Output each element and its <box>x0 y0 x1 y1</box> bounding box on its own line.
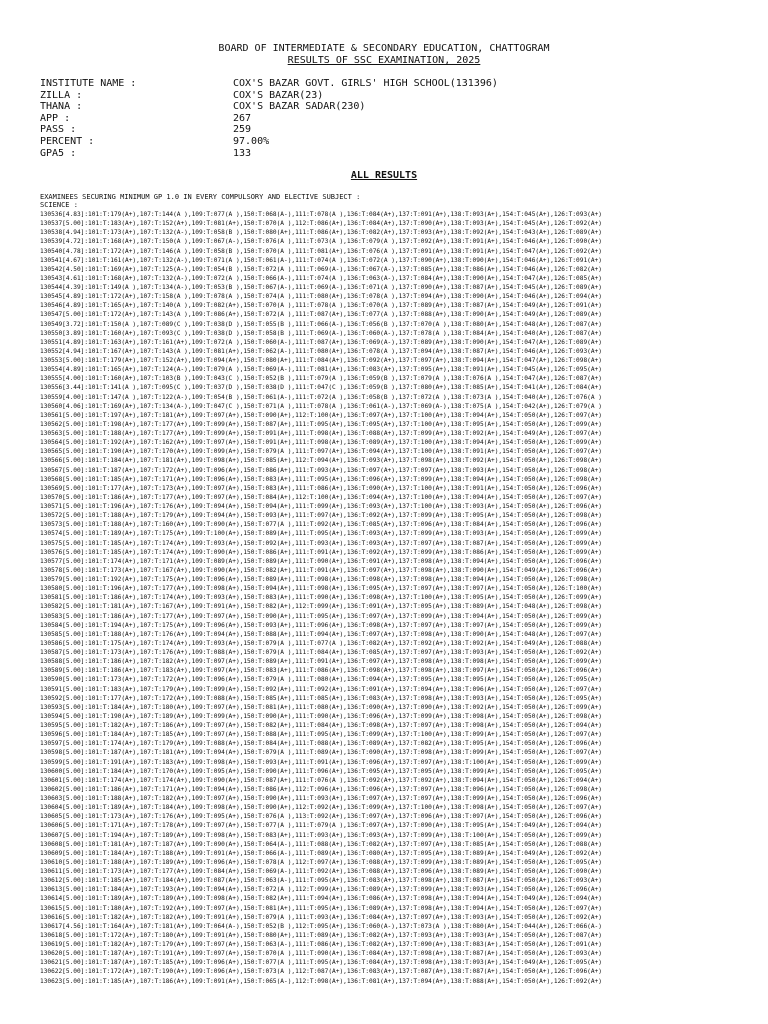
result-record: 130562[5.00]:101:T:198(A+),107:T:177(A+),109:T:099(A+),150:T:087(A+),111:T:095(A+),136:T:095(A+),137:T:100(A+),138:T:095(A+),154:T:050(A+),126:T:099(A+) <box>40 420 602 428</box>
info-label: APP : <box>40 112 71 124</box>
result-record: 130578[5.00]:101:T:173(A+),107:T:167(A+),109:T:090(A+),150:T:082(A+),111:T:091(A+),136:T:097(A+),137:T:098(A+),138:T:090(A+),154:T:049(A+),126:T:096(A+) <box>40 566 602 574</box>
result-record: 130584[5.00]:101:T:194(A+),107:T:175(A+),109:T:096(A+),150:T:093(A+),111:T:096(A+),136:T:098(A+),137:T:097(A+),138:T:097(A+),154:T:050(A+),126:T:099(A+) <box>40 621 602 629</box>
result-record: 130577[5.00]:101:T:174(A+),107:T:171(A+),109:T:089(A+),150:T:089(A+),111:T:090(A+),136:T:091(A+),137:T:098(A+),138:T:094(A+),154:T:050(A+),126:T:096(A+) <box>40 557 602 565</box>
criteria-note: EXAMINEES SECURING MINIMUM GP 1.0 IN EVERY COMPULSORY AND ELECTIVE SUBJECT : <box>40 193 361 201</box>
result-record: 130607[5.00]:101:T:194(A+),107:T:189(A+),109:T:098(A+),150:T:083(A+),111:T:093(A+),136:T:093(A+),137:T:099(A+),138:T:100(A+),154:T:050(A+),126:T:099(A+) <box>40 831 602 839</box>
result-record: 130608[5.00]:101:T:181(A+),107:T:187(A+),109:T:090(A+),150:T:064(A-),111:T:088(A+),136:T:082(A+),137:T:097(A+),138:T:085(A+),154:T:050(A+),126:T:088(A+) <box>40 840 602 848</box>
result-record: 130599[5.00]:101:T:191(A+),107:T:183(A+),109:T:098(A+),150:T:093(A+),111:T:091(A+),136:T:096(A+),137:T:097(A+),138:T:100(A+),154:T:050(A+),126:T:099(A+) <box>40 758 602 766</box>
result-record: 130604[5.00]:101:T:189(A+),107:T:184(A+),109:T:098(A+),150:T:090(A+),112:T:092(A+),136:T:099(A+),137:T:100(A+),138:T:098(A+),154:T:050(A+),126:T:097(A+) <box>40 804 602 812</box>
result-record: 130579[5.00]:101:T:192(A+),107:T:175(A+),109:T:096(A+),150:T:089(A+),111:T:098(A+),136:T:098(A+),137:T:098(A+),138:T:094(A+),154:T:050(A+),126:T:098(A+) <box>40 576 602 583</box>
result-record: 130596[5.00]:101:T:184(A+),107:T:185(A+),109:T:097(A+),150:T:088(A+),111:T:095(A+),136:T:099(A+),137:T:100(A+),138:T:099(A+),154:T:050(A+),126:T:097(A+) <box>40 731 602 739</box>
info-row <box>40 78 498 90</box>
result-record: 130552[4.94]:101:T:167(A+),107:T:143(A ),109:T:081(A+),150:T:062(A-),111:T:080(A+),136:T:078(A ),137:T:094(A+),138:T:087(A+),154:T:046(A+),126:T:093(A+) <box>40 347 602 355</box>
info-row <box>40 124 498 136</box>
result-record: 130601[5.00]:101:T:174(A+),107:T:174(A+),109:T:090(A+),150:T:087(A+),111:T:076(A ),136:T:092(A+),137:T:092(A+),138:T:094(A+),154:T:050(A+),126:T:094(A+) <box>40 776 602 784</box>
result-record: 130595[5.00]:101:T:182(A+),107:T:186(A+),109:T:097(A+),150:T:082(A+),111:T:084(A+),136:T:098(A+),137:T:097(A+),138:T:098(A+),154:T:050(A+),126:T:094(A+) <box>40 722 602 729</box>
result-record: 130614[5.00]:101:T:189(A+),107:T:189(A+),109:T:098(A+),150:T:082(A+),111:T:094(A+),136:T:086(A+),137:T:098(A+),138:T:094(A+),154:T:049(A+),126:T:094(A+) <box>40 895 602 903</box>
result-record: 130539[4.72]:101:T:168(A+),107:T:150(A ),109:T:067(A-),150:T:076(A ),111:T:073(A ),136:T:079(A ),137:T:092(A+),138:T:091(A+),154:T:046(A+),126:T:090(A+) <box>40 238 602 246</box>
info-row <box>40 101 498 113</box>
result-record: 130586[5.00]:101:T:175(A+),107:T:174(A+),109:T:093(A+),150:T:079(A ),111:T:077(A ),136:T:082(A+),137:T:092(A+),138:T:092(A+),154:T:049(A+),126:T:088(A+) <box>40 639 602 647</box>
result-record: 130603[5.00]:101:T:188(A+),107:T:182(A+),109:T:097(A+),150:T:090(A+),111:T:093(A+),136:T:097(A+),137:T:097(A+),138:T:099(A+),154:T:050(A+),126:T:096(A+) <box>40 795 602 802</box>
result-record: 130610[5.00]:101:T:188(A+),107:T:189(A+),109:T:096(A+),150:T:078(A ),112:T:097(A+),136:T:088(A+),137:T:099(A+),138:T:089(A+),154:T:050(A+),126:T:095(A+) <box>40 858 602 866</box>
info-label: PERCENT : <box>40 135 95 147</box>
result-record: 130598[5.00]:101:T:187(A+),107:T:181(A+),109:T:094(A+),150:T:079(A ),111:T:089(A+),136:T:090(A+),137:T:098(A+),138:T:099(A+),154:T:050(A+),126:T:097(A+) <box>40 749 602 757</box>
result-record: 130612[5.00]:101:T:185(A+),107:T:184(A+),109:T:087(A+),150:T:063(A-),111:T:095(A+),136:T:083(A+),137:T:098(A+),138:T:087(A+),154:T:050(A+),126:T:093(A+) <box>40 877 602 885</box>
result-record: 130573[5.00]:101:T:188(A+),107:T:160(A+),109:T:090(A+),150:T:077(A ),111:T:092(A+),136:T:085(A+),137:T:096(A+),138:T:084(A+),154:T:050(A+),126:T:096(A+) <box>40 521 602 529</box>
result-record: 130567[5.00]:101:T:187(A+),107:T:172(A+),109:T:096(A+),150:T:086(A+),111:T:093(A+),136:T:097(A+),137:T:097(A+),138:T:093(A+),154:T:050(A+),126:T:098(A+) <box>40 466 602 474</box>
result-record: 130564[5.00]:101:T:192(A+),107:T:162(A+),109:T:097(A+),150:T:091(A+),111:T:098(A+),136:T:089(A+),137:T:100(A+),138:T:094(A+),154:T:050(A+),126:T:099(A+) <box>40 439 602 447</box>
info-label: THANA : <box>40 101 83 113</box>
result-record: 130582[5.00]:101:T:181(A+),107:T:167(A+),109:T:091(A+),150:T:082(A+),112:T:099(A+),136:T:091(A+),137:T:095(A+),138:T:089(A+),154:T:048(A+),126:T:098(A+) <box>40 603 602 611</box>
result-record: 130556[3.44]:101:T:141(A ),107:T:095(C ),109:T:037(D ),150:T:038(D ),111:T:047(C ),136:T:059(B ),137:T:080(A+),138:T:085(A+),154:T:041(A+),126:T:084(A+) <box>40 384 602 392</box>
result-record: 130589[5.00]:101:T:186(A+),107:T:183(A+),109:T:097(A+),150:T:083(A+),111:T:086(A+),136:T:098(A+),137:T:098(A+),138:T:097(A+),154:T:050(A+),126:T:096(A+) <box>40 667 602 675</box>
result-record: 130566[5.00]:101:T:184(A+),107:T:181(A+),109:T:098(A+),150:T:085(A+),112:T:094(A+),136:T:093(A+),137:T:098(A+),138:T:092(A+),154:T:050(A+),126:T:098(A+) <box>40 457 602 465</box>
info-value: COX'S BAZAR SADAR(230) <box>233 101 366 113</box>
info-value: 133 <box>233 147 252 159</box>
result-record: 130605[5.00]:101:T:173(A+),107:T:176(A+),109:T:095(A+),150:T:076(A ),113:T:092(A+),136:T:097(A+),137:T:096(A+),138:T:097(A+),154:T:050(A+),126:T:096(A+) <box>40 813 602 821</box>
result-record: 130571[5.00]:101:T:196(A+),107:T:176(A+),109:T:094(A+),150:T:094(A+),111:T:099(A+),136:T:093(A+),137:T:100(A+),138:T:093(A+),154:T:050(A+),126:T:096(A+) <box>40 503 602 510</box>
result-record: 130551[4.89]:101:T:163(A+),107:T:161(A+),109:T:072(A ),150:T:060(A-),111:T:087(A+),136:T:069(A-),137:T:089(A+),138:T:090(A+),154:T:047(A+),126:T:089(A+) <box>40 338 602 346</box>
result-record: 130591[5.00]:101:T:183(A+),107:T:179(A+),109:T:099(A+),150:T:092(A+),111:T:092(A+),136:T:091(A+),137:T:094(A+),138:T:096(A+),154:T:050(A+),126:T:097(A+) <box>40 685 602 693</box>
result-record: 130597[5.00]:101:T:174(A+),107:T:179(A+),109:T:088(A+),150:T:084(A+),111:T:088(A+),136:T:089(A+),137:T:082(A+),138:T:095(A+),154:T:050(A+),126:T:096(A+) <box>40 740 602 748</box>
result-record: 130592[5.00]:101:T:177(A+),107:T:172(A+),109:T:088(A+),150:T:085(A+),111:T:085(A+),136:T:083(A+),137:T:098(A+),138:T:093(A+),154:T:050(A+),126:T:095(A+) <box>40 694 602 702</box>
result-record: 130550[3.89]:101:T:160(A+),107:T:093(C ),109:T:038(D ),150:T:058(B ),111:T:069(A-),136:T:060(A-),137:T:078(A ),138:T:084(A+),154:T:040(A+),126:T:087(A+) <box>40 329 602 337</box>
result-record: 130547[5.00]:101:T:172(A+),107:T:143(A ),109:T:086(A+),150:T:072(A ),111:T:087(A+),136:T:077(A ),137:T:088(A+),138:T:090(A+),154:T:049(A+),126:T:089(A+) <box>40 311 602 319</box>
exam-title: RESULTS OF SSC EXAMINATION, 2025 <box>287 55 481 66</box>
result-record: 130574[5.00]:101:T:189(A+),107:T:175(A+),109:T:100(A+),150:T:089(A+),111:T:095(A+),136:T:093(A+),137:T:099(A+),138:T:093(A+),154:T:050(A+),126:T:099(A+) <box>40 530 602 538</box>
result-record: 130544[4.39]:101:T:149(A ),107:T:134(A-),109:T:053(B ),150:T:067(A-),111:T:069(A-),136:T:071(A ),137:T:090(A+),138:T:087(A+),154:T:045(A+),126:T:089(A+) <box>40 284 602 291</box>
result-record: 130553[5.00]:101:T:179(A+),107:T:152(A+),109:T:094(A+),150:T:080(A+),111:T:084(A+),136:T:092(A+),137:T:097(A+),138:T:094(A+),154:T:047(A+),126:T:098(A+) <box>40 357 602 364</box>
info-label: INSTITUTE NAME : <box>40 78 137 89</box>
result-record: 130621[5.00]:101:T:187(A+),107:T:185(A+),109:T:096(A+),150:T:077(A ),111:T:095(A+),136:T:084(A+),137:T:098(A+),138:T:093(A+),154:T:049(A+),126:T:095(A+) <box>40 959 602 967</box>
info-row <box>40 136 498 148</box>
result-record: 130561[5.00]:101:T:197(A+),107:T:181(A+),109:T:097(A+),150:T:090(A+),112:T:100(A+),136:T:097(A+),137:T:100(A+),138:T:094(A+),154:T:050(A+),126:T:097(A+) <box>40 411 602 419</box>
info-label: GPA5 : <box>40 147 77 159</box>
result-record: 130619[5.00]:101:T:182(A+),107:T:179(A+),109:T:097(A+),150:T:063(A-),111:T:086(A+),136:T:082(A+),137:T:090(A+),138:T:083(A+),154:T:050(A+),126:T:091(A+) <box>40 941 602 948</box>
results-list <box>40 210 760 986</box>
info-row <box>40 113 498 125</box>
result-record: 130617[4.56]:101:T:164(A+),107:T:181(A+),109:T:064(A-),150:T:052(B ),112:T:095(A+),136:T:060(A-),137:T:073(A ),138:T:080(A+),154:T:044(A+),126:T:066(A-) <box>40 922 602 930</box>
info-value: 267 <box>233 112 252 124</box>
result-record: 130613[5.00]:101:T:184(A+),107:T:193(A+),109:T:094(A+),150:T:072(A ),112:T:099(A+),136:T:089(A+),137:T:099(A+),138:T:093(A+),154:T:050(A+),126:T:096(A+) <box>40 886 602 894</box>
info-row <box>40 90 498 102</box>
result-record: 130590[5.00]:101:T:173(A+),107:T:172(A+),109:T:096(A+),150:T:079(A ),111:T:080(A+),136:T:094(A+),137:T:095(A+),138:T:095(A+),154:T:050(A+),126:T:095(A+) <box>40 676 602 684</box>
result-record: 130593[5.00]:101:T:184(A+),107:T:180(A+),109:T:097(A+),150:T:081(A+),111:T:080(A+),136:T:090(A+),137:T:090(A+),138:T:092(A+),154:T:050(A+),126:T:099(A+) <box>40 703 602 711</box>
result-record: 130543[4.61]:101:T:168(A+),107:T:132(A-),109:T:072(A ),150:T:066(A-),111:T:074(A ),136:T:063(A-),137:T:084(A+),138:T:090(A+),154:T:047(A+),126:T:085(A+) <box>40 274 602 282</box>
info-value: COX'S BAZAR GOVT. GIRLS' HIGH SCHOOL(131396) <box>233 78 498 89</box>
result-record: 130581[5.00]:101:T:186(A+),107:T:174(A+),109:T:093(A+),150:T:083(A+),111:T:090(A+),136:T:098(A+),137:T:100(A+),138:T:095(A+),154:T:050(A+),126:T:099(A+) <box>40 594 602 602</box>
result-record: 130560[4.06]:101:T:169(A+),107:T:134(A-),109:T:047(C ),150:T:071(A ),111:T:078(A ),136:T:061(A-),137:T:069(A-),138:T:075(A ),154:T:042(A+),126:T:079(A ) <box>40 402 602 410</box>
group-label: SCIENCE : <box>40 201 78 209</box>
result-record: 130542[4.50]:101:T:169(A+),107:T:125(A-),109:T:054(B ),150:T:072(A ),111:T:069(A-),136:T:067(A-),137:T:085(A+),138:T:086(A+),154:T:046(A+),126:T:082(A+) <box>40 265 602 273</box>
result-record: 130538[4.94]:101:T:173(A+),107:T:132(A-),109:T:058(B ),150:T:080(A+),111:T:086(A+),136:T:082(A+),137:T:093(A+),138:T:092(A+),154:T:043(A+),126:T:089(A+) <box>40 229 602 237</box>
result-record: 130555[4.00]:101:T:160(A+),107:T:103(B ),109:T:043(C ),150:T:052(B ),111:T:079(A ),136:T:059(B ),137:T:079(A ),138:T:076(A ),154:T:047(A+),126:T:087(A+) <box>40 375 602 383</box>
result-record: 130620[5.00]:101:T:187(A+),107:T:191(A+),109:T:097(A+),150:T:070(A ),111:T:090(A+),136:T:084(A+),137:T:098(A+),138:T:087(A+),154:T:050(A+),126:T:093(A+) <box>40 950 602 958</box>
result-record: 130569[5.00]:101:T:177(A+),107:T:173(A+),109:T:097(A+),150:T:083(A+),111:T:086(A+),136:T:090(A+),137:T:100(A+),138:T:091(A+),154:T:050(A+),126:T:096(A+) <box>40 484 602 492</box>
result-record: 130570[5.00]:101:T:186(A+),107:T:177(A+),109:T:097(A+),150:T:084(A+),112:T:100(A+),136:T:094(A+),137:T:100(A+),138:T:094(A+),154:T:050(A+),126:T:097(A+) <box>40 493 602 501</box>
result-record: 130609[5.00]:101:T:184(A+),107:T:188(A+),109:T:091(A+),150:T:066(A-),111:T:089(A+),136:T:080(A+),137:T:095(A+),138:T:089(A+),154:T:049(A+),126:T:092(A+) <box>40 849 602 857</box>
result-record: 130563[5.00]:101:T:188(A+),107:T:177(A+),109:T:099(A+),150:T:091(A+),111:T:098(A+),136:T:088(A+),137:T:099(A+),138:T:092(A+),154:T:049(A+),126:T:097(A+) <box>40 430 602 437</box>
result-record: 130568[5.00]:101:T:185(A+),107:T:171(A+),109:T:096(A+),150:T:083(A+),111:T:095(A+),136:T:096(A+),137:T:099(A+),138:T:094(A+),154:T:050(A+),126:T:098(A+) <box>40 475 602 483</box>
info-value: 259 <box>233 124 252 136</box>
result-record: 130594[5.00]:101:T:190(A+),107:T:189(A+),109:T:099(A+),150:T:090(A+),111:T:090(A+),136:T:096(A+),137:T:099(A+),138:T:098(A+),154:T:050(A+),126:T:098(A+) <box>40 712 602 720</box>
result-record: 130585[5.00]:101:T:188(A+),107:T:176(A+),109:T:094(A+),150:T:088(A+),111:T:094(A+),136:T:097(A+),137:T:098(A+),138:T:090(A+),154:T:048(A+),126:T:097(A+) <box>40 630 602 638</box>
result-record: 130618[5.00]:101:T:172(A+),107:T:180(A+),109:T:091(A+),150:T:080(A+),111:T:089(A+),136:T:082(A+),137:T:093(A+),138:T:093(A+),154:T:050(A+),126:T:087(A+) <box>40 931 602 939</box>
info-row <box>40 148 498 160</box>
info-label: ZILLA : <box>40 89 83 101</box>
info-value: 97.00% <box>233 135 270 147</box>
result-record: 130606[5.00]:101:T:171(A+),107:T:178(A+),109:T:097(A+),150:T:077(A ),111:T:079(A ),136:T:097(A+),137:T:090(A+),138:T:095(A+),154:T:049(A+),126:T:094(A+) <box>40 822 602 830</box>
result-record: 130576[5.00]:101:T:185(A+),107:T:174(A+),109:T:090(A+),150:T:086(A+),111:T:091(A+),136:T:092(A+),137:T:099(A+),138:T:086(A+),154:T:050(A+),126:T:099(A+) <box>40 548 602 556</box>
result-record: 130536[4.83]:101:T:179(A+),107:T:144(A ),109:T:077(A ),150:T:068(A-),111:T:078(A ),136:T:084(A+),137:T:091(A+),138:T:093(A+),154:T:045(A+),126:T:093(A+) <box>40 211 602 218</box>
result-record: 130616[5.00]:101:T:182(A+),107:T:182(A+),109:T:091(A+),150:T:079(A ),111:T:093(A+),136:T:084(A+),137:T:097(A+),138:T:093(A+),154:T:050(A+),126:T:092(A+) <box>40 913 602 921</box>
result-record: 130600[5.00]:101:T:184(A+),107:T:170(A+),109:T:095(A+),150:T:090(A+),111:T:096(A+),136:T:095(A+),137:T:095(A+),138:T:099(A+),154:T:050(A+),126:T:095(A+) <box>40 767 602 775</box>
result-record: 130572[5.00]:101:T:188(A+),107:T:179(A+),109:T:094(A+),150:T:093(A+),111:T:097(A+),136:T:092(A+),137:T:099(A+),138:T:095(A+),154:T:050(A+),126:T:098(A+) <box>40 512 602 520</box>
result-record: 130615[5.00]:101:T:180(A+),107:T:192(A+),109:T:097(A+),150:T:081(A+),111:T:095(A+),136:T:089(A+),137:T:098(A+),138:T:094(A+),154:T:050(A+),126:T:097(A+) <box>40 904 602 912</box>
result-record: 130575[5.00]:101:T:185(A+),107:T:174(A+),109:T:093(A+),150:T:092(A+),111:T:093(A+),136:T:093(A+),137:T:097(A+),138:T:087(A+),154:T:050(A+),126:T:099(A+) <box>40 539 602 547</box>
result-record: 130546[4.89]:101:T:165(A+),107:T:140(A ),109:T:082(A+),150:T:070(A ),111:T:078(A ),136:T:070(A ),137:T:089(A+),138:T:087(A+),154:T:049(A+),126:T:091(A+) <box>40 302 602 310</box>
result-record: 130622[5.00]:101:T:172(A+),107:T:190(A+),109:T:096(A+),150:T:073(A ),112:T:087(A+),136:T:083(A+),137:T:087(A+),138:T:087(A+),154:T:050(A+),126:T:096(A+) <box>40 968 602 976</box>
result-record: 130580[5.00]:101:T:196(A+),107:T:177(A+),109:T:098(A+),150:T:094(A+),111:T:098(A+),136:T:095(A+),137:T:097(A+),138:T:097(A+),154:T:050(A+),126:T:100(A+) <box>40 585 602 593</box>
result-record: 130602[5.00]:101:T:186(A+),107:T:171(A+),109:T:094(A+),150:T:086(A+),112:T:096(A+),136:T:096(A+),137:T:097(A+),138:T:096(A+),154:T:050(A+),126:T:098(A+) <box>40 785 602 793</box>
result-record: 130559[4.00]:101:T:147(A ),107:T:122(A-),109:T:054(B ),150:T:061(A-),111:T:072(A ),136:T:058(B ),137:T:072(A ),138:T:073(A ),154:T:040(A+),126:T:076(A ) <box>40 393 602 401</box>
info-value: COX'S BAZAR(23) <box>233 89 324 101</box>
result-record: 130623[5.00]:101:T:185(A+),107:T:186(A+),109:T:091(A+),150:T:065(A-),112:T:098(A+),136:T:081(A+),137:T:094(A+),138:T:088(A+),154:T:050(A+),126:T:092(A+) <box>40 977 602 985</box>
all-results-heading: ALL RESULTS <box>350 170 418 181</box>
result-record: 130537[5.00]:101:T:183(A+),107:T:152(A+),109:T:081(A+),150:T:070(A ),112:T:086(A+),136:T:084(A+),137:T:090(A+),138:T:093(A+),154:T:045(A+),126:T:092(A+) <box>40 220 602 228</box>
result-record: 130583[5.00]:101:T:186(A+),107:T:177(A+),109:T:097(A+),150:T:090(A+),111:T:095(A+),136:T:097(A+),137:T:099(A+),138:T:094(A+),154:T:050(A+),126:T:099(A+) <box>40 612 602 620</box>
result-record: 130545[4.89]:101:T:172(A+),107:T:158(A ),109:T:078(A ),150:T:074(A ),111:T:080(A+),136:T:078(A ),137:T:094(A+),138:T:090(A+),154:T:046(A+),126:T:094(A+) <box>40 293 602 301</box>
result-record: 130554[4.89]:101:T:165(A+),107:T:124(A-),109:T:079(A ),150:T:069(A-),111:T:081(A+),136:T:083(A+),137:T:095(A+),138:T:091(A+),154:T:045(A+),126:T:095(A+) <box>40 366 602 374</box>
result-record: 130565[5.00]:101:T:190(A+),107:T:170(A+),109:T:099(A+),150:T:079(A ),111:T:097(A+),136:T:094(A+),137:T:100(A+),138:T:091(A+),154:T:050(A+),126:T:097(A+) <box>40 448 602 456</box>
result-record: 130540[4.78]:101:T:172(A+),107:T:146(A ),109:T:058(B ),150:T:070(A ),111:T:081(A+),136:T:076(A ),137:T:091(A+),138:T:091(A+),154:T:047(A+),126:T:092(A+) <box>40 247 602 255</box>
info-label: PASS : <box>40 124 77 136</box>
result-record: 130587[5.00]:101:T:173(A+),107:T:176(A+),109:T:088(A+),150:T:079(A ),111:T:084(A+),136:T:085(A+),137:T:097(A+),138:T:093(A+),154:T:050(A+),126:T:092(A+) <box>40 649 602 656</box>
result-record: 130588[5.00]:101:T:186(A+),107:T:182(A+),109:T:097(A+),150:T:089(A+),111:T:091(A+),136:T:097(A+),137:T:098(A+),138:T:098(A+),154:T:050(A+),126:T:099(A+) <box>40 658 602 666</box>
board-title: BOARD OF INTERMEDIATE & SECONDARY EDUCATION, CHATTOGRAM <box>218 43 550 54</box>
result-record: 130549[3.72]:101:T:150(A ),107:T:089(C ),109:T:038(D ),150:T:055(B ),111:T:066(A-),136:T:056(B ),137:T:070(A ),138:T:080(A+),154:T:048(A+),126:T:087(A+) <box>40 320 602 328</box>
institute-info <box>40 78 498 159</box>
result-record: 130611[5.00]:101:T:173(A+),107:T:177(A+),109:T:084(A+),150:T:069(A-),111:T:092(A+),136:T:088(A+),137:T:096(A+),138:T:089(A+),154:T:050(A+),126:T:090(A+) <box>40 868 602 875</box>
result-record: 130541[4.67]:101:T:161(A+),107:T:132(A-),109:T:071(A ),150:T:061(A-),111:T:074(A ),136:T:072(A ),137:T:090(A+),138:T:090(A+),154:T:046(A+),126:T:091(A+) <box>40 256 602 264</box>
